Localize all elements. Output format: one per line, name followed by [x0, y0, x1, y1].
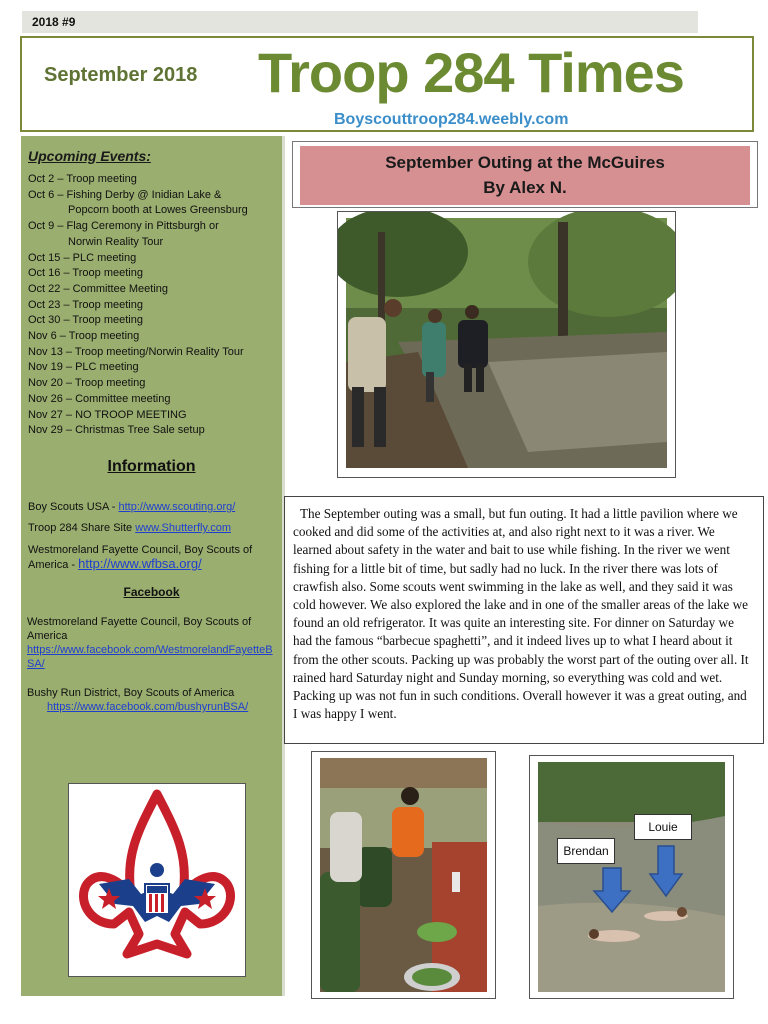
cooking-photo: [311, 751, 496, 999]
facebook-heading: Facebook: [123, 585, 180, 599]
event-item: Nov 19 – PLC meeting: [28, 361, 139, 374]
photo-label-left: Brendan: [557, 838, 615, 864]
event-item: Oct 6 – Fishing Derby @ Inidian Lake &: [28, 188, 222, 201]
council-label: Westmoreland Fayette Council, Boy Scouts of America -: [28, 544, 253, 571]
fb-council-info: [27, 615, 279, 671]
event-item: Nov 13 – Troop meeting/Norwin Reality Tour: [28, 345, 244, 358]
fb-district-link[interactable]: https://www.facebook.com/bushyrunBSA/: [47, 701, 249, 713]
newsletter-title: Troop 284 Times: [258, 41, 684, 104]
share-link[interactable]: www.Shutterfly.com: [135, 522, 231, 534]
river-photo: [337, 211, 676, 478]
issue-bar: [22, 11, 698, 33]
event-item: Oct 23 – Troop meeting: [28, 298, 143, 311]
share-info: [28, 521, 276, 535]
fb-council-label: Westmoreland Fayette Council, Boy Scouts of America: [27, 616, 252, 642]
event-item: Nov 6 – Troop meeting: [28, 330, 140, 343]
fb-district-label: Bushy Run District, Boy Scouts of America: [27, 687, 235, 699]
bsa-logo: [68, 783, 246, 977]
issue-number: 2018 #9: [32, 15, 76, 29]
fb-district-info: [27, 686, 279, 714]
website-url: Boyscouttroop284.weebly.com: [334, 111, 569, 128]
issue-month: September 2018: [44, 64, 198, 86]
share-label: Troop 284 Share Site: [28, 522, 133, 534]
article-headline-banner: [300, 146, 750, 205]
event-item: Nov 26 – Committee meeting: [28, 392, 171, 405]
bsa-label: Boy Scouts USA -: [28, 501, 116, 513]
event-item: Norwin Reality Tour: [68, 235, 164, 248]
council-info: [28, 543, 276, 572]
upcoming-events-heading: Upcoming Events:: [28, 148, 151, 164]
event-item: Oct 2 – Troop meeting: [28, 173, 137, 185]
event-item: Popcorn booth at Lowes Greensburg: [68, 204, 248, 217]
article-headline: September Outing at the McGuires: [385, 153, 665, 172]
event-item: Nov 20 – Troop meeting: [28, 377, 146, 390]
article-body: The September outing was a small, but fun outing. It had a little pavilion where we cooked and did some of the activities at, and also right next to it was a river. We learned about safety in the water and bait to use while fishing. In the river we went fishing for a little bit of time, but sadly had no luck. In the river there was lots of crawfish also. Some scouts went swimming in the lake as well, and they said it was cold however. We also explored the lake and in one of the smaller areas of the lake we found an old refrigerator. It was quite an interesting site. For dinner on Saturday we had the famous “barbecue spaghetti”, and it indeed lives up to what I heard about it from the other scouts. Packing up was probably the worst part of the outing over all. It rained hard Saturday night and Sunday morning, so everything was cold and wet. Packing up was not fun in such conditions. Overall however it was a great outing, and I was happy I went.: [293, 506, 749, 722]
event-item: Oct 9 – Flag Ceremony in Pittsburgh or: [28, 220, 219, 233]
events-list: [28, 172, 280, 439]
masthead: [20, 36, 754, 132]
fb-council-link[interactable]: https://www.facebook.com/WestmorelandFayetteBSA/: [27, 644, 273, 670]
event-item: Nov 29 – Christmas Tree Sale setup: [28, 424, 205, 437]
information-heading: Information: [107, 458, 196, 475]
article-byline: By Alex N.: [483, 178, 567, 197]
event-item: Oct 30 – Troop meeting: [28, 314, 143, 327]
article-headline-box: [292, 141, 758, 208]
event-item: Oct 16 – Troop meeting: [28, 267, 143, 280]
event-item: Nov 27 – NO TROOP MEETING: [28, 408, 187, 421]
photo-label-right: Louie: [634, 814, 692, 840]
article-body-box: [284, 496, 764, 744]
council-link[interactable]: http://www.wfbsa.org/: [78, 556, 202, 571]
fleur-de-lis-icon: [69, 784, 245, 976]
event-item: Oct 15 – PLC meeting: [28, 251, 137, 264]
swimming-photo: [529, 755, 734, 999]
bsa-info: [28, 500, 276, 514]
event-item: Oct 22 – Committee Meeting: [28, 282, 169, 295]
bsa-link[interactable]: http://www.scouting.org/: [118, 501, 236, 513]
sidebar: [21, 136, 285, 996]
